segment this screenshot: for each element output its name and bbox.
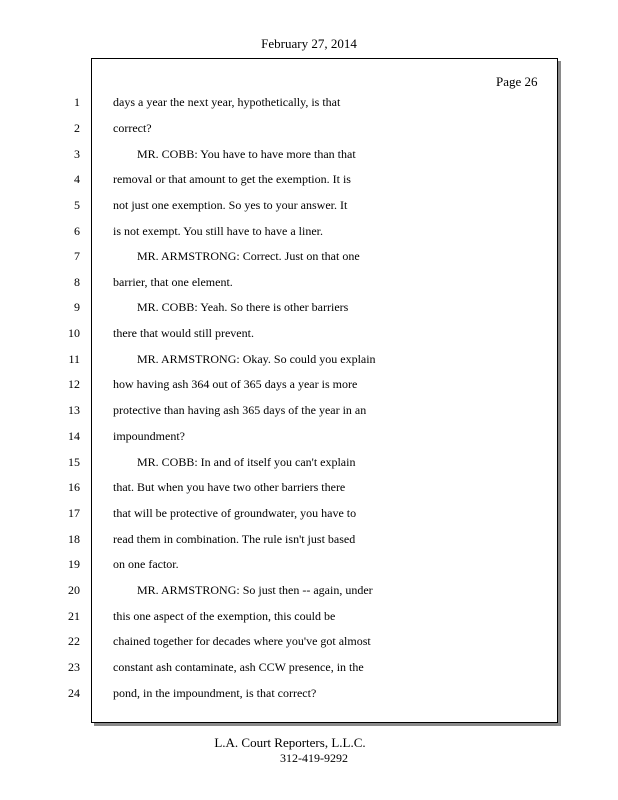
transcript-line: MR. ARMSTRONG: So just then -- again, under — [137, 583, 373, 597]
line-number: 23 — [68, 660, 80, 674]
transcript-line: pond, in the impoundment, is that correct? — [113, 686, 317, 700]
transcript-line: constant ash contaminate, ash CCW presence, in the — [113, 660, 364, 674]
transcript-line: MR. ARMSTRONG: Correct. Just on that one — [137, 249, 360, 263]
line-number: 1 — [74, 95, 80, 109]
transcript-line: chained together for decades where you've got almost — [113, 634, 371, 648]
transcript-line: read them in combination. The rule isn't just based — [113, 532, 356, 546]
line-number: 12 — [68, 377, 80, 391]
transcript-line: that will be protective of groundwater, you have to — [113, 506, 357, 520]
transcript-line: MR. COBB: Yeah. So there is other barriers — [137, 300, 349, 314]
transcript-line: not just one exemption. So yes to your answer. It — [113, 198, 348, 212]
transcript-line: MR. COBB: You have to have more than that — [137, 147, 356, 161]
transcript-line: removal or that amount to get the exemption. It is — [113, 172, 351, 186]
transcript-line: impoundment? — [113, 429, 185, 443]
transcript-line: MR. ARMSTRONG: Okay. So could you explain — [137, 352, 376, 366]
line-number: 3 — [74, 147, 80, 161]
line-number: 6 — [74, 224, 80, 238]
line-number: 21 — [68, 609, 80, 623]
transcript-line: there that would still prevent. — [113, 326, 254, 340]
line-number: 22 — [68, 634, 80, 648]
transcript-line: barrier, that one element. — [113, 275, 233, 289]
line-number: 20 — [68, 583, 80, 597]
line-number: 5 — [74, 198, 80, 212]
line-number: 15 — [68, 455, 80, 469]
footer-firm-name: L.A. Court Reporters, L.L.C. — [214, 735, 366, 750]
page-number: Page 26 — [496, 74, 538, 89]
line-number: 17 — [68, 506, 80, 520]
line-number: 18 — [68, 532, 80, 546]
line-number: 9 — [74, 300, 80, 314]
line-number: 7 — [74, 249, 80, 263]
line-number: 19 — [68, 557, 80, 571]
transcript-line: correct? — [113, 121, 152, 135]
transcript-line: how having ash 364 out of 365 days a year is more — [113, 377, 358, 391]
transcript-line: MR. COBB: In and of itself you can't explain — [137, 455, 356, 469]
line-number: 10 — [68, 326, 80, 340]
line-number: 8 — [74, 275, 80, 289]
header-date: February 27, 2014 — [261, 36, 357, 51]
line-number: 2 — [74, 121, 80, 135]
transcript-line: protective than having ash 365 days of the year in an — [113, 403, 367, 417]
line-number: 24 — [68, 686, 80, 700]
transcript-line: that. But when you have two other barriers there — [113, 480, 346, 494]
transcript-line: is not exempt. You still have to have a liner. — [113, 224, 323, 238]
line-number: 4 — [74, 172, 80, 186]
transcript-line: on one factor. — [113, 557, 179, 571]
line-number: 11 — [68, 352, 80, 366]
line-number: 14 — [68, 429, 80, 443]
footer-phone: 312-419-9292 — [280, 751, 348, 765]
transcript-line: days a year the next year, hypothetically, is that — [113, 95, 341, 109]
line-number: 13 — [68, 403, 80, 417]
transcript-line: this one aspect of the exemption, this could be — [113, 609, 336, 623]
line-number: 16 — [68, 480, 80, 494]
